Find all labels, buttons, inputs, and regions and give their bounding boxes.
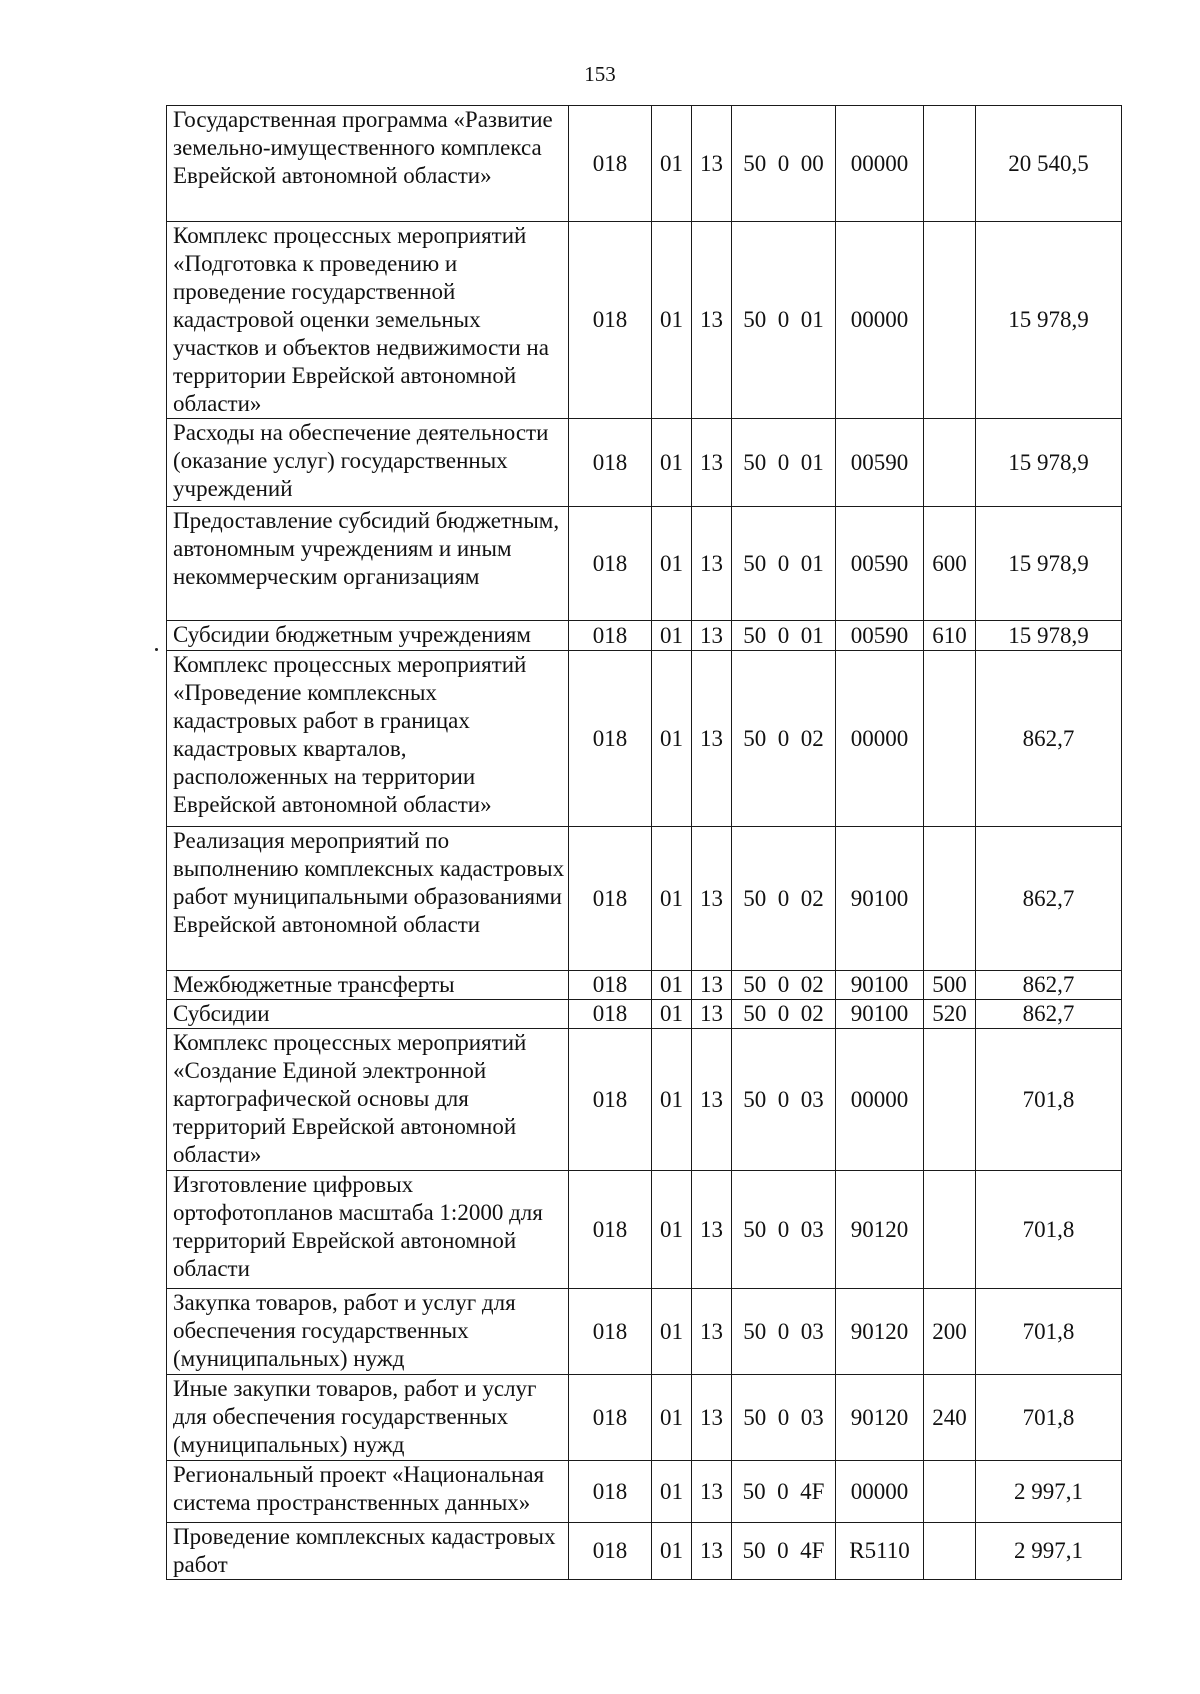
cell-expense-type xyxy=(924,651,976,827)
cell-name: Предоставление субсидий бюджетным, автономным учреждениям и иным некоммерческим организациям xyxy=(167,507,569,621)
cell-subsection: 13 xyxy=(692,1171,732,1289)
cell-target-article: 50 0 00 xyxy=(732,106,836,222)
cell-section: 01 xyxy=(652,507,692,621)
cell-target-code: 00000 xyxy=(836,106,924,222)
cell-target-code: 00590 xyxy=(836,419,924,507)
cell-target-article: 50 0 01 xyxy=(732,507,836,621)
page-number: 153 xyxy=(584,62,616,86)
cell-target-code: 00590 xyxy=(836,507,924,621)
cell-amount: 15 978,9 xyxy=(976,621,1122,651)
cell-target-code: 00000 xyxy=(836,1461,924,1523)
cell-ministry: 018 xyxy=(569,1375,652,1461)
cell-amount: 862,7 xyxy=(976,971,1122,1000)
cell-subsection: 13 xyxy=(692,1523,732,1580)
cell-section: 01 xyxy=(652,971,692,1000)
cell-name: Изготовление цифровых ортофотопланов масштаба 1:2000 для территорий Еврейской автономной области xyxy=(167,1171,569,1289)
cell-target-code: 00000 xyxy=(836,1029,924,1171)
table-row xyxy=(167,1029,1122,1171)
cell-subsection: 13 xyxy=(692,651,732,827)
cell-ministry: 018 xyxy=(569,1029,652,1171)
cell-amount: 701,8 xyxy=(976,1171,1122,1289)
cell-name: Иные закупки товаров, работ и услуг для обеспечения государственных (муниципальных) нужд xyxy=(167,1375,569,1461)
cell-amount: 15 978,9 xyxy=(976,222,1122,419)
cell-expense-type xyxy=(924,222,976,419)
cell-target-article: 50 0 4F xyxy=(732,1461,836,1523)
cell-section: 01 xyxy=(652,1029,692,1171)
cell-expense-type: 240 xyxy=(924,1375,976,1461)
table-row xyxy=(167,419,1122,507)
cell-amount: 2 997,1 xyxy=(976,1523,1122,1580)
cell-target-code: 90120 xyxy=(836,1171,924,1289)
cell-subsection: 13 xyxy=(692,1029,732,1171)
cell-expense-type: 610 xyxy=(924,621,976,651)
cell-target-code: 90100 xyxy=(836,971,924,1000)
cell-target-code: 90120 xyxy=(836,1289,924,1375)
cell-subsection: 13 xyxy=(692,1375,732,1461)
cell-subsection: 13 xyxy=(692,419,732,507)
cell-expense-type: 600 xyxy=(924,507,976,621)
table-row xyxy=(167,1461,1122,1523)
cell-subsection: 13 xyxy=(692,507,732,621)
cell-expense-type xyxy=(924,419,976,507)
cell-expense-type xyxy=(924,1029,976,1171)
cell-section: 01 xyxy=(652,1523,692,1580)
cell-target-code: 00000 xyxy=(836,222,924,419)
cell-target-article: 50 0 02 xyxy=(732,1000,836,1029)
table-row xyxy=(167,621,1122,651)
cell-target-code: 90120 xyxy=(836,1375,924,1461)
cell-amount: 20 540,5 xyxy=(976,106,1122,222)
table-row xyxy=(167,222,1122,419)
cell-section: 01 xyxy=(652,1375,692,1461)
cell-target-article: 50 0 03 xyxy=(732,1029,836,1171)
budget-table-body xyxy=(167,106,1122,1580)
cell-section: 01 xyxy=(652,419,692,507)
cell-ministry: 018 xyxy=(569,651,652,827)
cell-name: Региональный проект «Национальная система пространственных данных» xyxy=(167,1461,569,1523)
cell-section: 01 xyxy=(652,106,692,222)
cell-amount: 15 978,9 xyxy=(976,507,1122,621)
cell-target-code: 90100 xyxy=(836,827,924,971)
cell-name: Субсидии бюджетным учреждениям xyxy=(167,621,569,651)
cell-expense-type: 200 xyxy=(924,1289,976,1375)
table-row xyxy=(167,971,1122,1000)
cell-name: Межбюджетные трансферты xyxy=(167,971,569,1000)
table-row xyxy=(167,1171,1122,1289)
table-row xyxy=(167,1523,1122,1580)
cell-subsection: 13 xyxy=(692,222,732,419)
cell-name: Закупка товаров, работ и услуг для обеспечения государственных (муниципальных) нужд xyxy=(167,1289,569,1375)
cell-subsection: 13 xyxy=(692,621,732,651)
cell-ministry: 018 xyxy=(569,419,652,507)
cell-name: Проведение комплексных кадастровых работ xyxy=(167,1523,569,1580)
margin-dot xyxy=(155,648,158,651)
cell-ministry: 018 xyxy=(569,1000,652,1029)
cell-ministry: 018 xyxy=(569,1171,652,1289)
cell-target-article: 50 0 02 xyxy=(732,971,836,1000)
cell-amount: 701,8 xyxy=(976,1375,1122,1461)
budget-table xyxy=(166,105,1122,1580)
cell-amount: 862,7 xyxy=(976,1000,1122,1029)
cell-target-code: 00000 xyxy=(836,651,924,827)
table-row xyxy=(167,1375,1122,1461)
cell-expense-type xyxy=(924,827,976,971)
cell-target-article: 50 0 03 xyxy=(732,1289,836,1375)
cell-target-article: 50 0 02 xyxy=(732,651,836,827)
cell-expense-type xyxy=(924,1523,976,1580)
cell-name: Расходы на обеспечение деятельности (оказание услуг) государственных учреждений xyxy=(167,419,569,507)
cell-ministry: 018 xyxy=(569,1523,652,1580)
cell-amount: 2 997,1 xyxy=(976,1461,1122,1523)
cell-amount: 15 978,9 xyxy=(976,419,1122,507)
table-row xyxy=(167,507,1122,621)
cell-amount: 862,7 xyxy=(976,827,1122,971)
cell-target-article: 50 0 01 xyxy=(732,222,836,419)
cell-section: 01 xyxy=(652,651,692,827)
cell-subsection: 13 xyxy=(692,1000,732,1029)
table-row xyxy=(167,1289,1122,1375)
cell-subsection: 13 xyxy=(692,827,732,971)
cell-subsection: 13 xyxy=(692,1461,732,1523)
cell-name: Комплекс процессных мероприятий «Создание Единой электронной картографической основы для территорий Еврейской автономной области» xyxy=(167,1029,569,1171)
cell-target-article: 50 0 03 xyxy=(732,1375,836,1461)
cell-section: 01 xyxy=(652,1171,692,1289)
cell-subsection: 13 xyxy=(692,1289,732,1375)
table-row xyxy=(167,827,1122,971)
cell-target-article: 50 0 01 xyxy=(732,621,836,651)
cell-section: 01 xyxy=(652,222,692,419)
cell-target-article: 50 0 02 xyxy=(732,827,836,971)
cell-section: 01 xyxy=(652,621,692,651)
cell-ministry: 018 xyxy=(569,106,652,222)
cell-name: Государственная программа «Развитие земельно-имущественного комплекса Еврейской автономной области» xyxy=(167,106,569,222)
cell-ministry: 018 xyxy=(569,222,652,419)
cell-target-article: 50 0 01 xyxy=(732,419,836,507)
cell-name: Субсидии xyxy=(167,1000,569,1029)
cell-target-article: 50 0 4F xyxy=(732,1523,836,1580)
cell-target-article: 50 0 03 xyxy=(732,1171,836,1289)
cell-target-code: 00590 xyxy=(836,621,924,651)
cell-section: 01 xyxy=(652,1000,692,1029)
cell-name: Комплекс процессных мероприятий «Подготовка к проведению и проведение государственной кадастровой оценки земельных участков и объектов недвижимости на территории Еврейской автономной области» xyxy=(167,222,569,419)
cell-name: Комплекс процессных мероприятий «Проведение комплексных кадастровых работ в границах кадастровых кварталов, расположенных на территории Еврейской автономной области» xyxy=(167,651,569,827)
table-row xyxy=(167,651,1122,827)
table-row xyxy=(167,106,1122,222)
cell-section: 01 xyxy=(652,827,692,971)
cell-amount: 862,7 xyxy=(976,651,1122,827)
cell-ministry: 018 xyxy=(569,1461,652,1523)
cell-expense-type xyxy=(924,106,976,222)
cell-ministry: 018 xyxy=(569,507,652,621)
cell-expense-type: 520 xyxy=(924,1000,976,1029)
cell-ministry: 018 xyxy=(569,1289,652,1375)
cell-expense-type xyxy=(924,1461,976,1523)
cell-section: 01 xyxy=(652,1289,692,1375)
table-row xyxy=(167,1000,1122,1029)
cell-ministry: 018 xyxy=(569,827,652,971)
cell-amount: 701,8 xyxy=(976,1029,1122,1171)
cell-amount: 701,8 xyxy=(976,1289,1122,1375)
cell-section: 01 xyxy=(652,1461,692,1523)
cell-expense-type: 500 xyxy=(924,971,976,1000)
cell-name: Реализация мероприятий по выполнению комплексных кадастровых работ муниципальными образованиями Еврейской автономной области xyxy=(167,827,569,971)
cell-subsection: 13 xyxy=(692,971,732,1000)
cell-subsection: 13 xyxy=(692,106,732,222)
cell-ministry: 018 xyxy=(569,621,652,651)
cell-expense-type xyxy=(924,1171,976,1289)
cell-ministry: 018 xyxy=(569,971,652,1000)
cell-target-code: R5110 xyxy=(836,1523,924,1580)
cell-target-code: 90100 xyxy=(836,1000,924,1029)
